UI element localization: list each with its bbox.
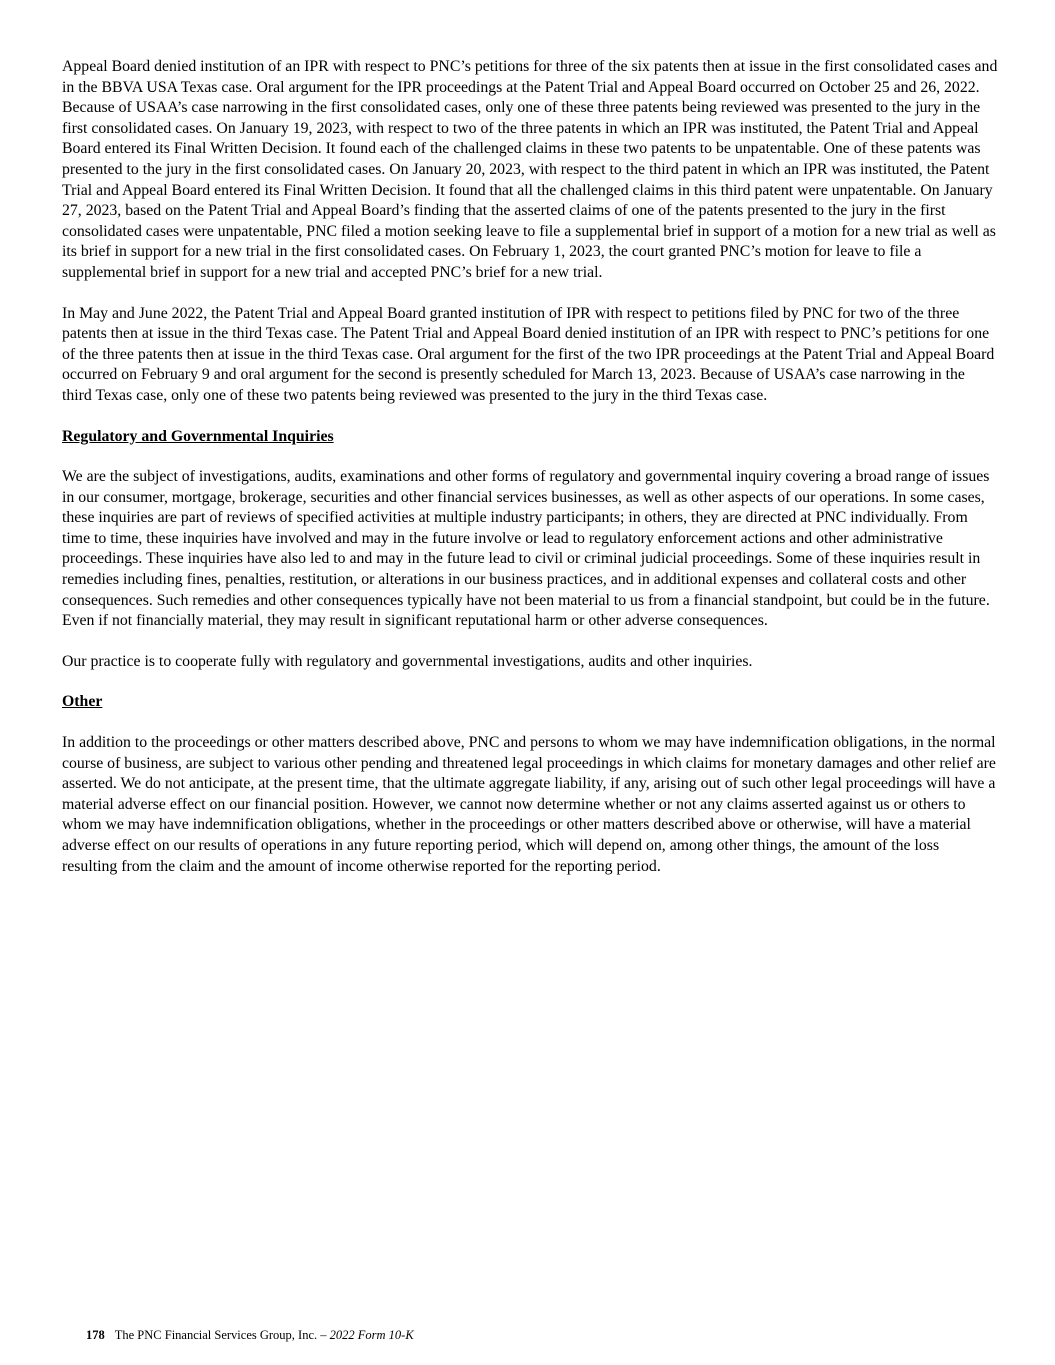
body-paragraph: Appeal Board denied institution of an IPR with respect to PNC’s petitions for three of the six patents then at issue in the first consolidated cases and in the BBVA USA Texas case. Oral argument for the IPR proceedings at the Patent Trial and Appeal Board occurred on October 25 and 26, 2022. Because of USAA’s case narrowing in the first consolidated cases, only one of these three patents being reviewed was presented to the jury in the first consolidated cases. On January 19, 2023, with respect to two of the three patents in which an IPR was instituted, the Patent Trial and Appeal Board entered its Final Written Decision. It found each of the challenged claims in these two patents to be unpatentable. One of these patents was presented to the jury in the first consolidated cases. On January 20, 2023, with respect to the third patent in which an IPR was instituted, the Patent Trial and Appeal Board entered its Final Written Decision. It found that all the challenged claims in this third patent were unpatentable. On January 27, 2023, based on the Patent Trial and Appeal Board’s finding that the asserted claims of one of the patents presented to the jury in the first consolidated cases were unpatentable, PNC filed a motion seeking leave to file a supplemental brief in support of a motion for a new trial as well as its brief in support for a new trial in the first consolidated cases. On February 1, 2023, the court granted PNC’s motion for leave to file a supplemental brief in support for a new trial and accepted PNC’s brief for a new trial. [62,58,998,281]
document-body [62,57,998,897]
footer-company: The PNC Financial Services Group, Inc. – [114,1328,327,1342]
body-paragraph: Our practice is to cooperate fully with regulatory and governmental investigations, audits and other inquiries. [62,652,753,670]
section-heading-other: Other [62,693,103,711]
body-paragraph: In May and June 2022, the Patent Trial and Appeal Board granted institution of IPR with respect to petitions filed by PNC for two of the three patents then at issue in the third Texas case. The Patent Trial and Appeal Board denied institution of an IPR with respect to PNC’s petitions for one of the three patents then at issue in the third Texas case. Oral argument for the first of the two IPR proceedings at the Patent Trial and Appeal Board occurred on February 9 and oral argument for the second is presently scheduled for March 13, 2023. Because of USAA’s case narrowing in the third Texas case, only one of these two patents being reviewed was presented to the jury in the third Texas case. [62,304,995,404]
section-heading-regulatory: Regulatory and Governmental Inquiries [62,427,334,445]
page-number: 178 [86,1328,105,1342]
page-footer [86,1327,414,1343]
footer-form-name: 2022 Form 10-K [329,1328,414,1342]
body-paragraph: We are the subject of investigations, audits, examinations and other forms of regulatory and governmental inquiry covering a broad range of issues in our consumer, mortgage, brokerage, securities and other financial services businesses, as well as other aspects of our operations. In some cases, these inquiries are part of reviews of specified activities at multiple industry participants; in others, they are directed at PNC individually. From time to time, these inquiries have involved and may in the future involve or lead to regulatory enforcement actions and other administrative proceedings. These inquiries have also led to and may in the future lead to civil or criminal judicial proceedings. Some of these inquiries result in remedies including fines, penalties, restitution, or alterations in our business practices, and in additional expenses and collateral costs and other consequences. Such remedies and other consequences typically have not been material to us from a financial standpoint, but could be in the future. Even if not financially material, they may result in significant reputational harm or other adverse consequences. [62,468,990,630]
body-paragraph: In addition to the proceedings or other matters described above, PNC and persons to whom we may have indemnification obligations, in the normal course of business, are subject to various other pending and threatened legal proceedings in which claims for monetary damages and other relief are asserted. We do not anticipate, at the present time, that the ultimate aggregate liability, if any, arising out of such other legal proceedings will have a material adverse effect on our financial position. However, we cannot now determine whether or not any claims asserted against us or others to whom we may have indemnification obligations, whether in the proceedings or other matters described above or otherwise, will have a material adverse effect on our results of operations in any future reporting period, which will depend on, among other things, the amount of the loss resulting from the claim and the amount of income otherwise reported for the reporting period. [62,734,996,875]
